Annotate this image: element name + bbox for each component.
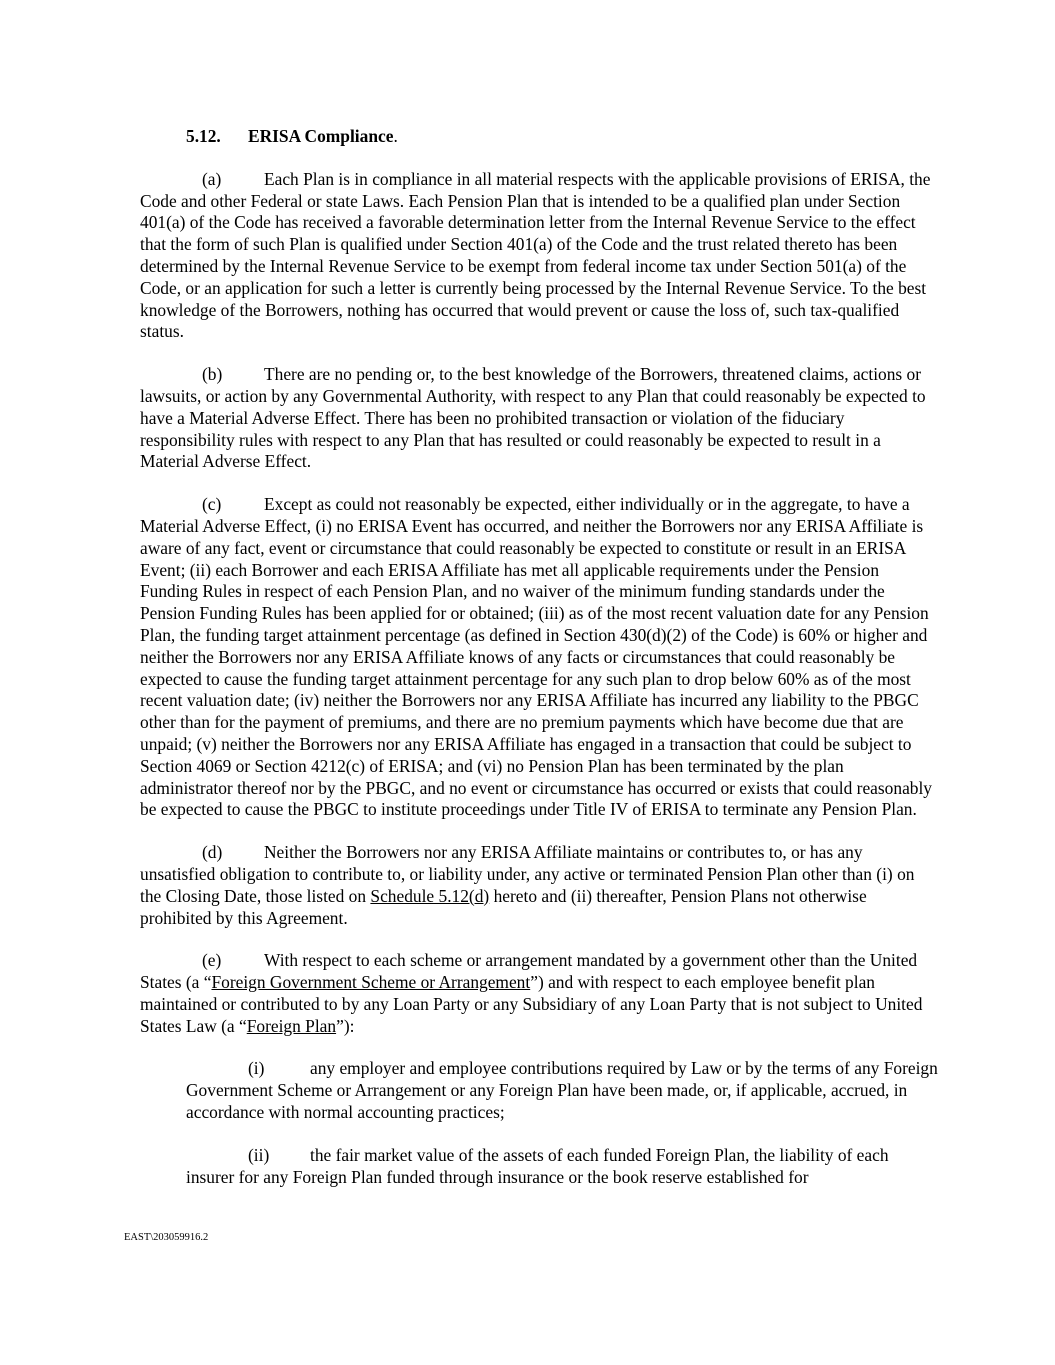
paragraph-label: (c)	[202, 494, 222, 515]
paragraph-text: With respect to each scheme or arrangement mandated by a government other than the United States (a “	[140, 950, 918, 993]
subparagraph-text: any employer and employee contributions required by Law or by the terms of any Foreign Government Scheme or Arrangement or any Foreign Plan have been made, or, if applicable, accrued, in accordance with normal accounting practices;	[186, 1058, 938, 1123]
paragraph-text-end: ”):	[336, 1015, 355, 1036]
paragraph-c	[140, 494, 940, 821]
document-body	[140, 126, 940, 1209]
section-title: ERISA Compliance	[248, 126, 394, 146]
section-title-period: .	[393, 126, 398, 146]
paragraph-label: (d)	[202, 842, 223, 863]
paragraph-label: (e)	[202, 950, 222, 971]
defined-term-foreign-government-scheme: Foreign Government Scheme or Arrangement	[211, 972, 531, 993]
paragraph-b	[140, 364, 940, 473]
defined-term-foreign-plan: Foreign Plan	[246, 1015, 337, 1036]
section-number: 5.12.	[186, 126, 221, 146]
paragraph-label: (a)	[202, 168, 222, 189]
schedule-reference: Schedule 5.12(d)	[370, 885, 490, 906]
paragraph-text: There are no pending or, to the best knowledge of the Borrowers, threatened claims, actions or lawsuits, or action by any Governmental Authority, with respect to any Plan that could reasonably be expected to have a Material Adverse Effect. There has been no prohibited transaction or violation of the fiduciary responsibility rules with respect to any Plan that has resulted or could reasonably be expected to result in a Material Adverse Effect.	[140, 364, 926, 472]
paragraph-e	[140, 950, 940, 1037]
document-id-footer: EAST\203059916.2	[124, 1232, 209, 1243]
paragraph-label: (b)	[202, 364, 223, 385]
paragraph-text-continued: hereto and (ii) thereafter, Pension Plans not otherwise prohibited by this Agreement.	[140, 885, 867, 928]
paragraph-text: Except as could not reasonably be expected, either individually or in the aggregate, to have a Material Adverse Effect, (i) no ERISA Event has occurred, and neither the Borrowers nor any ERISA Affiliate is aware of any fact, event or circumstance that could reasonably be expected to constitute or result in an ERISA Event; (ii) each Borrower and each ERISA Affiliate has met all applicable requirements under the Pension Funding Rules in respect of each Pension Plan, and no waiver of the minimum funding standards under the Pension Funding Rules has been applied for or obtained; (iii) as of the most recent valuation date for any Pension Plan, the funding target attainment percentage (as defined in Section 430(d)(2) of the Code) is 60% or higher and neither the Borrowers nor any ERISA Affiliate knows of any facts or circumstances that could reasonably be expected to cause the funding target attainment percentage for any such plan to drop below 60% as of the most recent valuation date; (iv) neither the Borrowers nor any ERISA Affiliate has incurred any liability to the PBGC other than for the payment of premiums, and there are no premium payments which have become due that are unpaid; (v) neither the Borrowers nor any ERISA Affiliate has engaged in a transaction that could be subject to Section 4069 or Section 4212(c) of ERISA; and (vi) no Pension Plan has been terminated by the plan administrator thereof nor by the PBGC, and no event or circumstance has occurred or exists that could reasonably be expected to cause the PBGC to institute proceedings under Title IV of ERISA to terminate any Pension Plan.	[140, 494, 933, 820]
section-heading	[140, 126, 940, 148]
subparagraph-label: (ii)	[248, 1144, 270, 1165]
subparagraph-ii	[140, 1145, 940, 1189]
subparagraph-i	[140, 1058, 940, 1123]
paragraph-text: Neither the Borrowers nor any ERISA Affiliate maintains or contributes to, or has any unsatisfied obligation to contribute to, or liability under, any active or terminated Pension Plan other than (i) on the Closing Date, those listed on	[140, 842, 915, 906]
paragraph-d	[140, 842, 940, 929]
paragraph-a	[140, 169, 940, 343]
subparagraph-text: the fair market value of the assets of each funded Foreign Plan, the liability of each insurer for any Foreign Plan funded through insurance or the book reserve established for	[186, 1144, 889, 1187]
paragraph-text-continued: ”) and with respect to each employee benefit plan maintained or contributed to by any Loan Party or any Subsidiary of any Loan Party that is not subject to United States Law (a “	[140, 972, 923, 1036]
subparagraph-label: (i)	[248, 1058, 265, 1079]
paragraph-text: Each Plan is in compliance in all material respects with the applicable provisions of ERISA, the Code and other Federal or state Laws. Each Pension Plan that is intended to be a qualified plan under Section 401(a) of the Code has received a favorable determination letter from the Internal Revenue Service to the effect that the form of such Plan is qualified under Section 401(a) of the Code and the trust related thereto has been determined by the Internal Revenue Service to be exempt from federal income tax under Section 501(a) of the Code, or an application for such a letter is currently being processed by the Internal Revenue Service. To the best knowledge of the Borrowers, nothing has occurred that would prevent or cause the loss of, such tax-qualified status.	[140, 168, 931, 342]
